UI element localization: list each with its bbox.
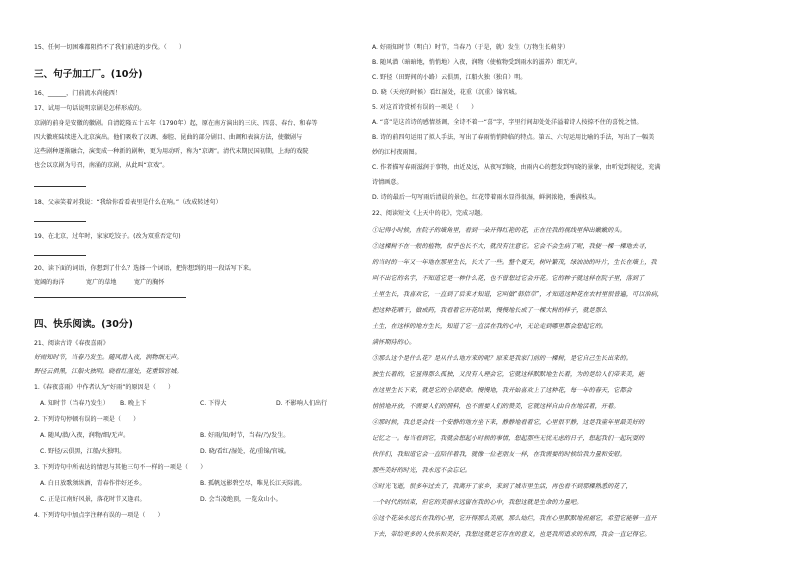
article-line: 土生，在这样的地方生长，知道了它一直活在我的心中，无论走到哪里都会想起它的。: [372, 323, 608, 330]
question-17: 17、试用一句话说明京剧是怎样形成的。: [34, 105, 146, 112]
option-a: A. “喜”是这首诗的感情基调，全诗不着一“喜”字，字里行间却处处洋溢着诗人按捺不住的喜悦之情。: [372, 119, 643, 126]
poem-line: 好雨知时节，当春乃发生。随风潜入夜，润物细无声。: [34, 354, 183, 361]
option-b: B. 好雨/知/时节，当春/乃/发生。: [200, 432, 290, 439]
article-line: 满怀期待的心。: [372, 339, 416, 346]
article-line: 记忆之一。每当看到它，我就会想起小时候的事情，想起那些无忧无虑的日子，想起我们一起玩耍的: [372, 435, 645, 442]
answer-line: [34, 255, 86, 256]
poem-line: 野径云俱黑，江船火独明。晓看红湿处，花重锦官城。: [34, 368, 183, 375]
article-line: 叫不出它的名字，不知道它是一种什么花，也不曾想过它会开花。它的种子就这样在院子里，落到了: [372, 275, 645, 282]
option-d: D. 晓/看红/湿处，花/重锦/官城。: [200, 448, 290, 455]
article-line: 土里生长，我喜欢它，一直到了后来才知道，它叫做“韩信草”，才知道这种花在农村里很普遍，可以治病，: [372, 291, 663, 298]
option-c-cont: 诗情画意。: [372, 179, 403, 186]
option-c: C. 正是江南好风景，落花时节又逢君。: [40, 496, 146, 503]
article-line: ⑥这个花朵永远长在我的心里，它开得那么美丽，那么灿烂，我在心里默默地祝福它，希望它能够一直开: [372, 515, 657, 522]
article-line: 伙伴们，我知道它会一直陪伴着我，就像一位老朋友一样，在我需要的时候给我力量和安慰。: [372, 451, 626, 458]
option-d: D. 晓（天亮的时候）看红湿处，花重（沉重）锦官城。: [372, 89, 521, 96]
answer-line: [34, 297, 186, 298]
question-21-2: 2. 下列诗句停顿有误的一项是（ ）: [34, 416, 140, 423]
question-19: 19、在北京，过年时，家家吃饺子。(改为双重否定句): [34, 233, 181, 240]
option-c: C. 作者描写春雨滋润于事物，由近及远，从夜写到晓，由雨内心的想发到写晓的景象，由听觉到视觉，充满: [372, 164, 661, 171]
word-3: 宽广的胸怀: [134, 279, 165, 286]
option-b: B. 随风潜（暗暗地，悄悄地）入夜，润物（使植物受到雨水的滋养）细无声。: [372, 59, 582, 66]
option-a: A. 好雨知时节（明白）时节，当春乃（于是，就）发生（万物生长萌芽）: [372, 44, 569, 51]
article-line: 一个时代的结束，但它的美丽永远留在我的心中，我想这就是生命的力量吧。: [372, 499, 583, 506]
question-21: 21、阅读古诗《春夜喜雨》: [34, 340, 109, 347]
option-b-cont: 妙的江村夜雨图。: [372, 149, 421, 156]
question-21-1: 1.《春夜喜雨》中作者认为“好雨”的原因是（ ）: [34, 384, 175, 391]
article-line: 把这种花晒干，做成药，我看着它开花结果，慢慢地长成了一棵大树的样子，就是那么: [372, 307, 608, 314]
section-4-title: 四、快乐阅读。(30分): [34, 319, 133, 330]
question-21-3: 3. 下列诗句中所表达的情思与其他三句不一样的一项是（ ）: [34, 464, 207, 471]
article-line: ①记得小时候，在院子的墙角里，看到一朵开得红艳的花，正在往我的视线里伸出嫩嫩的头。: [372, 227, 626, 234]
question-15: 15、任何一切困难都阻挡不了我们前进的步伐。（ ）: [34, 44, 185, 51]
answer-line: [34, 186, 86, 187]
option-b: B. 晚上下: [120, 400, 147, 407]
article-line: 下去，带给更多的人快乐和美好，我想这就是它存在的意义，也是我所追求的东西，我会一直记得它。: [372, 531, 651, 538]
word-2: 宽广的草地: [86, 279, 117, 286]
article-line: ③那么这个是什么花？是从什么地方来的呢？原来是我家门前的一棵树，是它自己生长出来的。: [372, 355, 632, 362]
article-line: 悄悄地开放，不需要人们的照料，也不需要人们的赞美，它就这样自由自在地活着，开着。: [372, 403, 620, 410]
option-b: B. 孤帆远影碧空尽，唯见长江天际流。: [200, 480, 306, 487]
question-21-4: 4. 下列诗句中加点字注释有误的一项是（ ）: [34, 512, 164, 519]
question-16: 16、______，门前流水尚能西！: [34, 90, 121, 97]
article-line: ②这棵树不在一般的植物，似乎也长不大，就没有注意它。它会不会生病了呢，我便一棵一棵地去寻，: [372, 243, 651, 250]
option-c: C. 野径（田野间的小路）云俱黑，江船火独（独自）明。: [372, 74, 527, 81]
answer-line: [34, 221, 86, 222]
article-line: ⑤时光飞逝，很多年过去了，我离开了家乡，来到了城市里生活，再也看不到那棵熟悉的花了，: [372, 483, 632, 490]
option-a: A. 知时节（当春乃发生）: [40, 400, 109, 407]
article-line: 独生长着的，它显得那么孤独，又没有人理会它，它就这样默默地生长着，为的是给人们带来美，能: [372, 371, 645, 378]
option-a: A. 随风/潜/入夜，润物/细/无声。: [40, 432, 130, 439]
question-18: 18、父亲笑着对我说：“我给你看看表里是什么在响。”（改成转述句）: [34, 199, 222, 206]
question-22: 22、阅读短文《上天中的花》，完成习题。: [372, 210, 487, 217]
passage-line: 这些剧种逐渐融合，演变成一种新的剧种，更为用动听，称为“京调”。清代末期民国初期，上海的戏院: [34, 148, 309, 155]
word-1: 宽阔的海洋: [34, 279, 65, 286]
option-a: A. 白日放歌须纵酒，青春作伴好还乡。: [40, 480, 146, 487]
section-3-title: 三、句子加工厂。(10分): [34, 69, 143, 80]
article-line: 的当时的一年又一年地在那里生长，长大了一些。整个夏天，树叶繁茂，绿油油的叶片，生长在墙上，我: [372, 259, 657, 266]
option-c: C. 野径/云俱黑，江船/火独明。: [40, 448, 126, 455]
passage-line: 四大徽班陆续进入北京演出。他们吸收了汉调、秦腔、昆曲的部分剧目、曲调和表演方法，使徽剧与: [34, 134, 303, 141]
passage-line: 京剧的前身是安徽的徽剧。自清乾隆五十五年（1790年）起，原在南方演出的三庆、四喜、春台、和春等: [34, 120, 318, 127]
article-line: 在这里生长下来，就是它的全部使命。慢慢地，我开始喜欢上了这种花，每一年的春天，它都会: [372, 387, 632, 394]
option-b: B. 诗的前四句运用了拟人手法，写出了春雨悄悄降临的特点。第五、六句运用比喻的手法，写出了一幅美: [372, 134, 655, 141]
article-line: ④那时候，我总是会找一个安静的地方坐下来，静静地看着它，心里很平静，这是我童年里最美好的: [372, 419, 645, 426]
option-c: C. 下得大: [200, 400, 227, 407]
article-line: 那些美好的时光，我永远不会忘记。: [372, 467, 471, 474]
option-d: D. 诗的最后一句写雨后清晨的景色，红花带着雨水显得很湿，鲜润浓艳，垂满枝头。: [372, 194, 600, 201]
question-5: 5. 对这首诗赏析有误的一项是（ ）: [372, 104, 478, 111]
option-d: D. 会当凌绝顶，一览众山小。: [200, 496, 282, 503]
passage-line: 也会以京剧为号召，南涌的京剧，从此叫“京戏”。: [34, 162, 169, 169]
question-20: 20、读下面的词语，你想到了什么？选择一个词语，把你想到的用一段话写下来。: [34, 265, 256, 272]
option-d: D. 不影响人们出行: [276, 400, 328, 407]
